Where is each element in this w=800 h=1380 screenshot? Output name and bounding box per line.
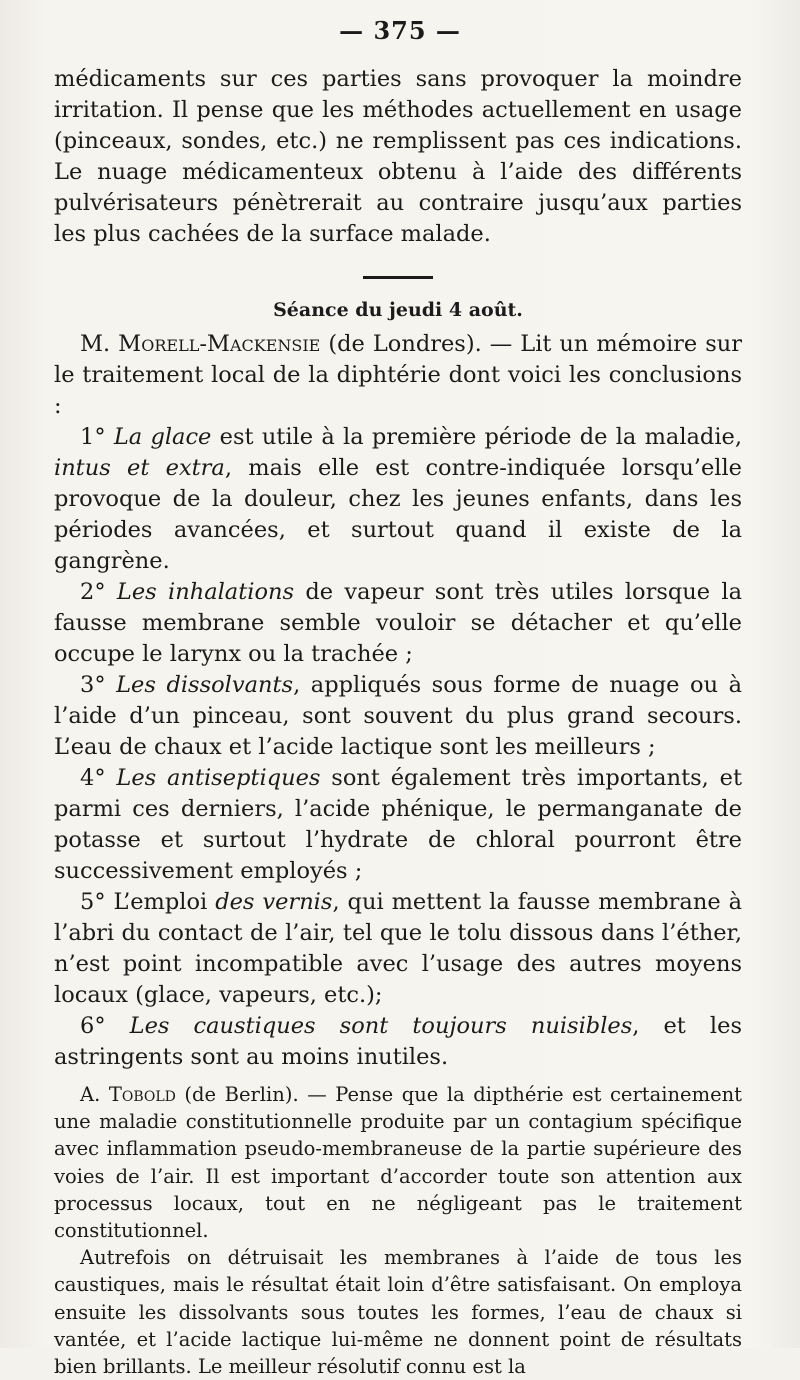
item-text: , et les astringents sont au moins inutiles.: [54, 1013, 742, 1070]
tobold-text: (de Berlin). — Pense que la dipthérie est certainement une maladie constitutionnelle produite par un contagium spécifique avec inflammation pseudo-membraneuse de la partie supérieure des voies de l’air. Il est important d’accorder toute son attention aux processus locaux, tout en ne négligeant pas le traitement constitutionnel.: [54, 1083, 743, 1243]
item-number: 6°: [80, 1013, 130, 1039]
item-text: de vapeur sont très utiles lorsque la fausse membrane semble vouloir se détacher et qu’elle occupe le larynx ou la trachée ;: [54, 579, 743, 667]
item-text: , qui mettent la fausse membrane à l’abri du contact de l’air, tel que le tolu dissous dans l’éther, n’est point incompatible avec l’usage des autres moyens locaux (glace, vapeurs, etc.);: [54, 889, 743, 1008]
spacer: [54, 1073, 742, 1081]
morell-text: (de Londres). — Lit un mémoire sur le traitement local de la diphtérie dont voici les conclusions :: [54, 331, 742, 419]
page-body: [54, 64, 742, 1380]
conclusion-item-1: [54, 422, 742, 577]
tobold-paragraph: [54, 1081, 742, 1244]
page-number: — 375 —: [339, 16, 461, 45]
morell-paragraph: [54, 329, 742, 422]
final-paragraph: Autrefois on détruisait les membranes à l’aide de tous les caustiques, mais le résultat était loin d’être satisfaisant. On employa ensuite les dissolvants sous toutes les formes, l’eau de chaux si vantée, et l’acide lactique lui-même ne donnent point de résultats bien brillants. Le meilleur résolutif connu est la: [54, 1246, 742, 1379]
item-text: , mais elle est contre-indiquée lorsqu’elle provoque de la douleur, chez les jeunes enfants, dans les périodes avancées, et surtout quand il existe de la gangrène.: [54, 455, 742, 574]
item-text: sont également très importants, et parmi ces derniers, l’acide phénique, le permanganate de potasse et surtout l’hydrate de chloral pourront être successivement employés ;: [54, 765, 743, 884]
item-emphasis: Les inhalations: [116, 579, 295, 605]
speaker-name: M. Morell-Mackensie: [80, 331, 321, 357]
item-number: 3°: [80, 672, 117, 698]
section-divider: [363, 276, 433, 279]
item-number: 1°: [80, 424, 114, 450]
item-emphasis: Les dissolvants: [116, 672, 294, 698]
conclusion-item-5: [54, 887, 742, 1011]
item-emphasis: intus et extra: [54, 455, 225, 481]
item-number: 5°: [80, 889, 114, 915]
item-text: , appliqués sous forme de nuage ou à l’aide d’un pinceau, sont souvent du plus grand secours. L’eau de chaux et l’acide lactique sont les meilleurs ;: [54, 672, 743, 760]
item-text: L’emploi: [113, 889, 216, 915]
item-text: est utile à la première période de la maladie,: [211, 424, 742, 450]
conclusion-item-3: [54, 670, 742, 763]
session-heading: Séance du jeudi 4 août.: [273, 299, 523, 321]
conclusion-item-4: [54, 763, 742, 887]
item-number: 4°: [80, 765, 117, 791]
intro-paragraph: médicaments sur ces parties sans provoquer la moindre irritation. Il pense que les méthodes actuellement en usage (pinceaux, sondes, etc.) ne remplissent pas ces indications. Le nuage médicamenteux obtenu à l’aide des différents pulvérisateurs pénètrerait au contraire jusqu’aux parties les plus cachées de la surface malade.: [54, 66, 742, 247]
conclusion-item-2: [54, 577, 742, 670]
item-number: 2°: [80, 579, 117, 605]
conclusion-item-6: [54, 1011, 742, 1073]
item-emphasis: Les caustiques sont toujours nuisibles: [129, 1013, 633, 1039]
item-emphasis: La glace: [113, 424, 212, 450]
speaker-name: A. Tobold: [80, 1083, 176, 1106]
item-emphasis: des vernis: [215, 889, 333, 915]
item-emphasis: Les antiseptiques: [116, 765, 321, 791]
